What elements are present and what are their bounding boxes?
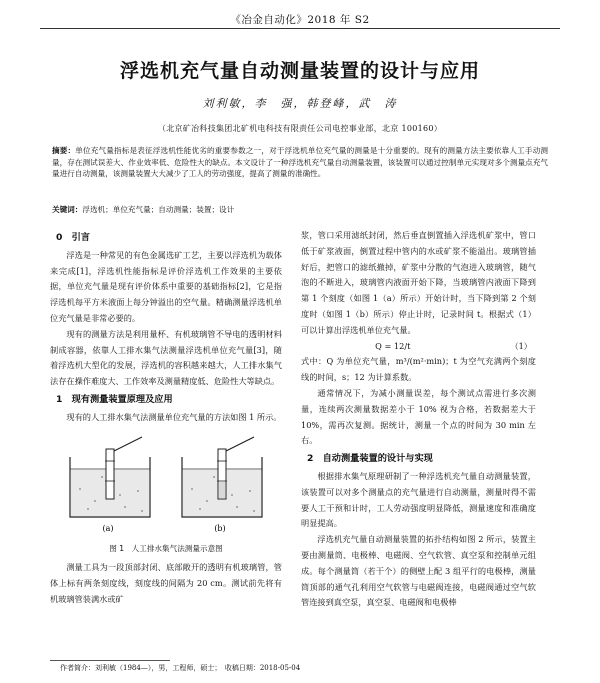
right-column	[301, 228, 536, 611]
paragraph: 浆，管口采用滤纸封闭，然后垂直倒置插入浮选机矿浆中，管口低于矿浆液面，倒置过程中管内的水或矿浆不能溢出。玻璃管插好后，把管口的滤纸撤掉，矿浆中分散的气泡进入玻璃管，随气泡的不断进入，玻璃管内液面开始下降，当玻璃管内液面下降到第 1 个刻度（如图 1（a）所示）开始计时，当下降到第 2 个刻度时（如图 1（b）所示）停止计时，记录时间 t。根据式（1）可以计算出浮选机单位充气量。	[301, 230, 536, 335]
equation-number: （1）	[510, 340, 532, 351]
figure-caption: 图 1 人工排水集气法测量示意图	[109, 543, 223, 553]
paper-title: 浮选机充气量自动测量装置的设计与应用	[119, 60, 480, 82]
section-heading: 0 引言	[56, 232, 90, 243]
paragraph: 测量工具为一段顶部封闭、底部敞开的透明有机玻璃管，管体上标有两条刻度线，刻度线的间隔为 20 cm。测试前先将有机玻璃管装满水或矿	[50, 562, 282, 604]
paragraph: 式中：Q 为单位充气量，m³/(m²·min)；t 为空气充满两个刻度线的时间，s；12 为计算系数。	[301, 356, 536, 383]
paragraph: 浮选机充气量自动测量装置的拓扑结构如图 2 所示，装置主要由测量筒、电极棒、电磁阀、空气软管、真空泵和控制单元组成。每个测量筒（若干个）的侧壁上配 3 组平行的电极棒，测量筒顶部的通气孔利用空气软管与电磁阀连接，电磁阀通过空气软管连接到真空泵，真空泵、电磁阀和电极棒	[301, 534, 536, 608]
footnote-divider	[50, 660, 170, 661]
figure-label-b: (b)	[214, 523, 226, 533]
section-heading: 2 自动测量装置的设计与实现	[307, 453, 433, 465]
paragraph: 现有的人工排水集气法测量单位充气量的方法如图 1 所示。	[66, 411, 282, 422]
section-heading: 1 现有测量装置原理及应用	[56, 393, 173, 405]
keywords-text: 浮选机；单位充气量；自动测量；装置；设计	[82, 205, 235, 214]
abstract	[52, 145, 548, 180]
equation-1	[301, 339, 536, 355]
equation-body: Q = 12/t	[375, 340, 411, 351]
keywords	[52, 204, 548, 215]
paragraph: 现有的测量方法是利用量杯、有机玻璃管不导电的透明材料制成容器，依靠人工排水集气法测量浮选机单位充气量[3]，随着浮选机大型化的发展，浮选机的容积越来越大，人工排水集气法存在操作难度大、工作效率及测量精度低、危险性大等缺点。	[50, 328, 282, 387]
figure-label-a: (a)	[102, 523, 114, 533]
left-column	[50, 228, 282, 608]
abstract-label: 摘要：	[52, 146, 76, 155]
author-footnote: 作者简介：刘利敏（1984—），男，工程师，硕士； 收稿日期：2018-05-04	[60, 664, 301, 672]
paragraph: 浮选是一种常见的有色金属选矿工艺，主要以浮选机为载体来完成[1]，浮选机性能指标是评价浮选机工作效果的主要依据，单位充气量是现有评价体系中重要的基础指标[2]，它是指浮选机每平方米液面上每分钟溢出的空气量。精确测量浮选机单位充气量是非常必要的。	[50, 249, 282, 323]
running-header: 《冶金自动化》2018 年 S2	[230, 14, 370, 26]
paragraph: 根据排水集气原理研制了一种浮选机充气量自动测量装置，该装置可以对多个测量点的充气量进行自动测量，测量时得不需要人工干预和计时，工人劳动强度明显降低，测量速度和准确度明显提高。	[301, 470, 536, 529]
tank-b-drawing	[182, 437, 262, 517]
abstract-text: 单位充气量指标是表征浮选机性能优劣的重要参数之一，对于浮选机单位充气量的测量是十分重要的。现有的测量方法主要依靠人工手动测量，存在测试误差大、作业效率低、危险性大的缺点。本文设计了一种浮选机充气量自动测量装置，该装置可以通过控制单元实现对多个测量点充气量进行自动测量，该测量装置大大减少了工人的劳动强度，提高了测量的准确性。	[52, 146, 549, 178]
figure-1-drawing	[50, 429, 282, 539]
tank-a-drawing	[70, 437, 150, 517]
header-divider	[40, 28, 560, 29]
affiliation: （北京矿冶科技集团北矿机电科技有限责任公司电控事业部，北京 100160）	[157, 124, 443, 133]
keywords-label: 关键词：	[52, 205, 83, 214]
author-list: 刘利敏，李 强，韩登峰，武 涛	[202, 97, 398, 110]
figure-1	[50, 429, 282, 539]
paragraph: 通常情况下，为减小测量误差，每个测试点需进行多次测量，连续两次测量数据差小于 10% 视为合格，若数据差大于 10%，需再次复测。据统计，测量一个点的时间为 30 min 左右。	[301, 387, 536, 446]
